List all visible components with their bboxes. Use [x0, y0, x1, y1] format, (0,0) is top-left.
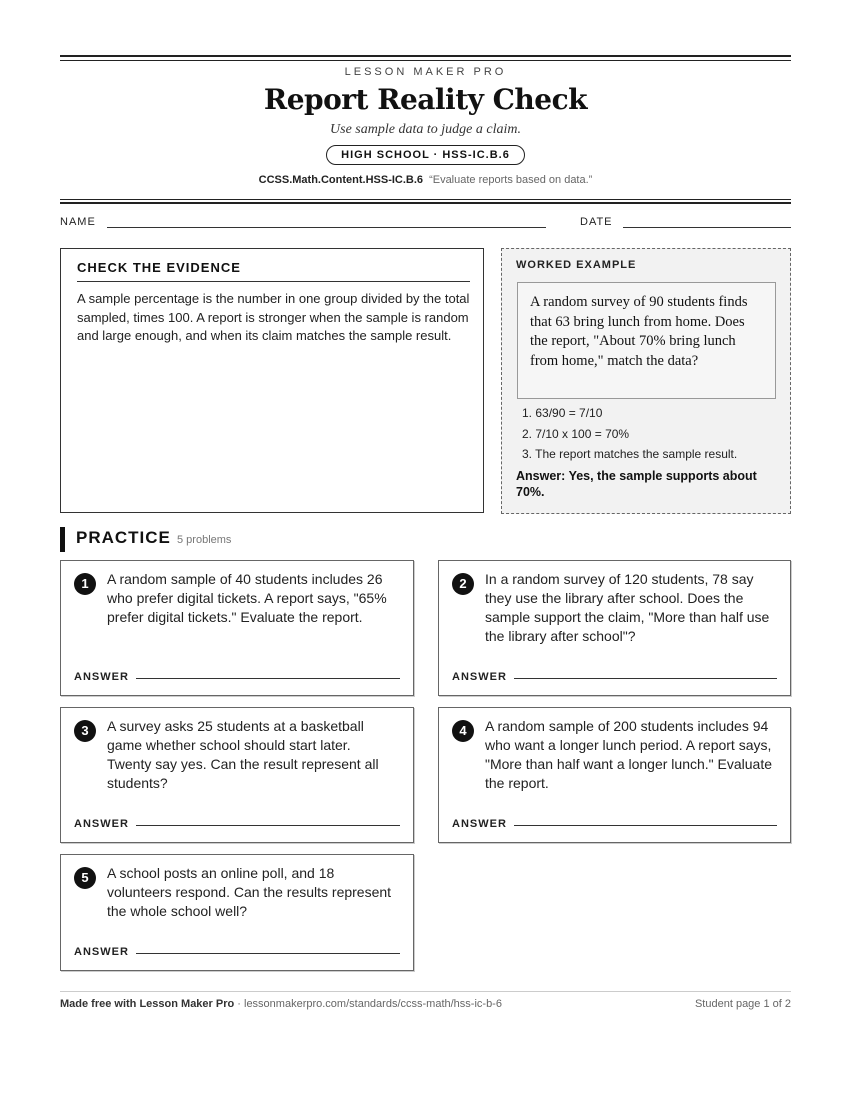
standard-code: CCSS.Math.Content.HSS-IC.B.6: [258, 174, 424, 186]
problem-text: A school posts an online poll, and 18 volunteers respond. Can the results represent the whole school well?: [107, 865, 392, 919]
practice-problem-card: [60, 560, 414, 696]
page-title: Report Reality Check: [263, 83, 588, 116]
problem-number-badge: 3: [74, 720, 96, 742]
evidence-body: A sample percentage is the number in one group divided by the total sampled, times 100. A report is stronger when the sample is random and large enough, and when its claim matches the sample result.: [77, 291, 470, 343]
header-bottom-rule: [60, 199, 791, 200]
worked-example-box: [501, 248, 791, 514]
footer-made-with: Made free with Lesson Maker Pro: [60, 998, 235, 1010]
answer-field[interactable]: [136, 825, 400, 826]
problem-number-badge: 4: [452, 720, 474, 742]
date-field[interactable]: [623, 227, 791, 228]
problem-text: A random sample of 40 students includes 26 who prefer digital tickets. A report says, "65% prefer digital tickets." Evaluate the report.: [107, 571, 387, 625]
practice-problem-card: [438, 707, 791, 843]
name-date-row: [60, 216, 791, 232]
evidence-box: [60, 248, 484, 513]
header-bottom-rule-thick: [60, 202, 791, 204]
brand-name: LESSON MAKER PRO: [344, 66, 507, 78]
answer-field[interactable]: [514, 825, 777, 826]
worked-step: 3. The report matches the sample result.: [522, 447, 738, 461]
date-label: DATE: [580, 216, 613, 228]
problem-number-badge: 5: [74, 867, 96, 889]
answer-label: ANSWER: [452, 671, 507, 683]
answer-field[interactable]: [514, 678, 777, 679]
answer-label: ANSWER: [74, 818, 129, 830]
worked-example-answer: Answer: Yes, the sample supports about 70%.: [516, 469, 757, 499]
worked-example-label: WORKED EXAMPLE: [516, 259, 637, 271]
problem-number-badge: 2: [452, 573, 474, 595]
standard-quote: “Evaluate reports based on data.”: [429, 174, 593, 186]
grade-standard-badge: HIGH SCHOOL · HSS-IC.B.6: [326, 145, 525, 165]
name-label: NAME: [60, 216, 96, 228]
page-subtitle: Use sample data to judge a claim.: [330, 122, 521, 137]
name-field[interactable]: [107, 227, 546, 228]
top-rule: [60, 55, 791, 57]
problem-text: A random sample of 200 students includes 94 who want a longer lunch period. A report says, "More than half want a longer lunch." Evaluate the report.: [485, 718, 772, 791]
practice-problem-card: [438, 560, 791, 696]
top-rule-thin: [60, 60, 791, 61]
footer-page-number: Student page 1 of 2: [694, 998, 791, 1010]
practice-problem-card: [60, 854, 414, 971]
answer-label: ANSWER: [452, 818, 507, 830]
answer-field[interactable]: [136, 953, 400, 954]
practice-accent-bar: [60, 527, 65, 552]
answer-label: ANSWER: [74, 671, 129, 683]
practice-problem-card: [60, 707, 414, 843]
practice-title: PRACTICE: [76, 528, 171, 547]
worked-step: 1. 63/90 = 7/10: [522, 406, 603, 420]
worked-example-steps: [522, 403, 782, 465]
evidence-heading: CHECK THE EVIDENCE: [77, 260, 470, 282]
problem-text: A survey asks 25 students at a basketball game whether school should start later. Twenty say yes. Can the result represent all students?: [107, 718, 379, 791]
worked-example-problem: A random survey of 90 students finds that 63 bring lunch from home. Does the report, "About 70% bring lunch from home," match the data?: [517, 282, 776, 399]
problem-text: In a random survey of 120 students, 78 say they use the library after school. Does the sample support the claim, "More than half use the library after school"?: [485, 571, 770, 644]
page-footer: [60, 991, 791, 1010]
practice-count: 5 problems: [177, 534, 232, 546]
answer-label: ANSWER: [74, 946, 129, 958]
problem-number-badge: 1: [74, 573, 96, 595]
answer-field[interactable]: [136, 678, 400, 679]
footer-url: · lessonmakerpro.com/standards/ccss-math/hss-ic-b-6: [234, 998, 502, 1010]
worked-step: 2. 7/10 x 100 = 70%: [522, 426, 630, 441]
standard-reference: [60, 174, 791, 186]
